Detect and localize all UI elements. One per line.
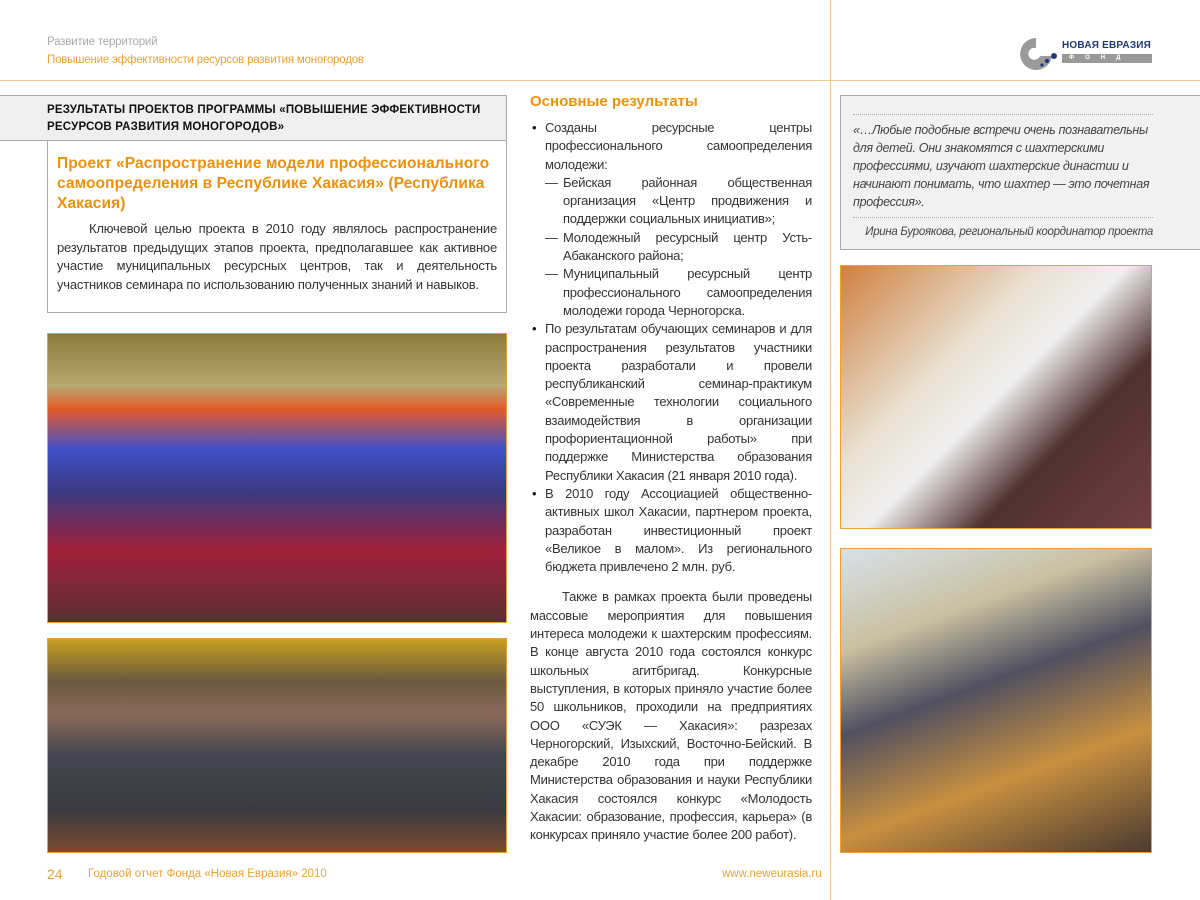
column-divider <box>830 0 831 900</box>
quote-divider <box>853 217 1153 218</box>
footer-title: Годовой отчет Фонда «Новая Евразия» 2010 <box>88 868 327 880</box>
breadcrumb-section: Развитие территорий <box>47 36 158 48</box>
header-divider <box>0 80 1200 81</box>
project-description: Ключевой целью проекта в 2010 году являлось распространение результатов предыдущих этапов проекта, предполагавшее как активное участие муниципальных ресурсных центров, так и деятельность участников семинара по использованию полученных знаний и навыков. <box>57 221 497 292</box>
page-number: 24 <box>47 866 63 882</box>
results-paragraph: Также в рамках проекта были проведены массовые мероприятия для повышения интереса молодежи к шахтерским профессиям. В конце августа 2010 года состоялся конкурс школьных агитбригад. Конкурсные выступления, в которых приняло участие более 50 школьников, проходили на предприятиях ООО «СУЭК — Хакасия»: разрезах Черногорский, Изыхский, Восточно-Бейский. В декабре 2010 года при поддержке Министерства образования и науки Республики Хакасия состоялся конкурс «Молодость Хакасии: образование, профессия, карьера» (в конкурсах приняло участие более 200 работ). <box>530 589 812 843</box>
list-item: • В 2010 году Ассоциацией общественно-активных школ Хакасии, партнером проекта, разработан инвестиционный проект «Великое в малом». Из регионального бюджета привлечено 2 млн. руб. <box>530 485 812 576</box>
list-subitem: — Муниципальный ресурсный центр профессионального самоопределения молодежи города Черногорска. <box>530 265 812 320</box>
footer-url[interactable]: www.neweurasia.ru <box>722 868 822 880</box>
list-item: • Созданы ресурсные центры профессионального самоопределения молодежи: <box>530 119 812 174</box>
photo-seminar-presentation <box>840 265 1152 529</box>
list-subitem: — Бейская районная общественная организация «Центр продвижения и поддержки социальных инициатив»; <box>530 174 812 229</box>
project-title: Проект «Распространение модели профессионального самоопределения в Республике Хакасия» (Республика Хакасия) <box>57 155 490 212</box>
logo-globe-icon <box>1018 36 1060 72</box>
list-item: • По результатам обучающих семинаров и для распространения результатов участники проекта разработали и провели республиканский семинар-практикум «Современные технологии социального взаимодействия в организации профориентационной работы» при поддержке Министерства образования Республики Хакасия (21 января 2010 года). <box>530 320 812 485</box>
quote-box <box>840 95 1200 250</box>
quote-text: «…Любые подобные встречи очень познавательны для детей. Они знакомятся с шахтерскими профессиями, изучают шахтерские династии и начинают понимать, что шахтер — это почетная профессия». <box>853 123 1150 209</box>
section-title: РЕЗУЛЬТАТЫ ПРОЕКТОВ ПРОГРАММЫ «ПОВЫШЕНИЕ ЭФФЕКТИВНОСТИ РЕСУРСОВ РАЗВИТИЯ МОНОГОРОДОВ» <box>0 95 507 141</box>
photo-students-in-hall <box>840 548 1152 853</box>
results-title: Основные результаты <box>530 93 698 110</box>
photo-students-in-hardhats <box>47 333 507 623</box>
quote-author: Ирина Бурoякова, региональный координатор проекта <box>865 226 1153 238</box>
breadcrumb-subsection: Повышение эффективности ресурсов развития моногородов <box>47 54 364 66</box>
foundation-logo <box>1018 36 1154 72</box>
results-list <box>530 119 812 576</box>
list-subitem: — Молодежный ресурсный центр Усть-Абаканского района; <box>530 229 812 266</box>
project-box <box>47 140 507 313</box>
results-column <box>530 92 812 845</box>
photo-group-at-quarry <box>47 638 507 853</box>
logo-name: НОВАЯ ЕВРАЗИЯ <box>1062 40 1152 51</box>
logo-subtitle: ФОНД <box>1062 54 1152 63</box>
